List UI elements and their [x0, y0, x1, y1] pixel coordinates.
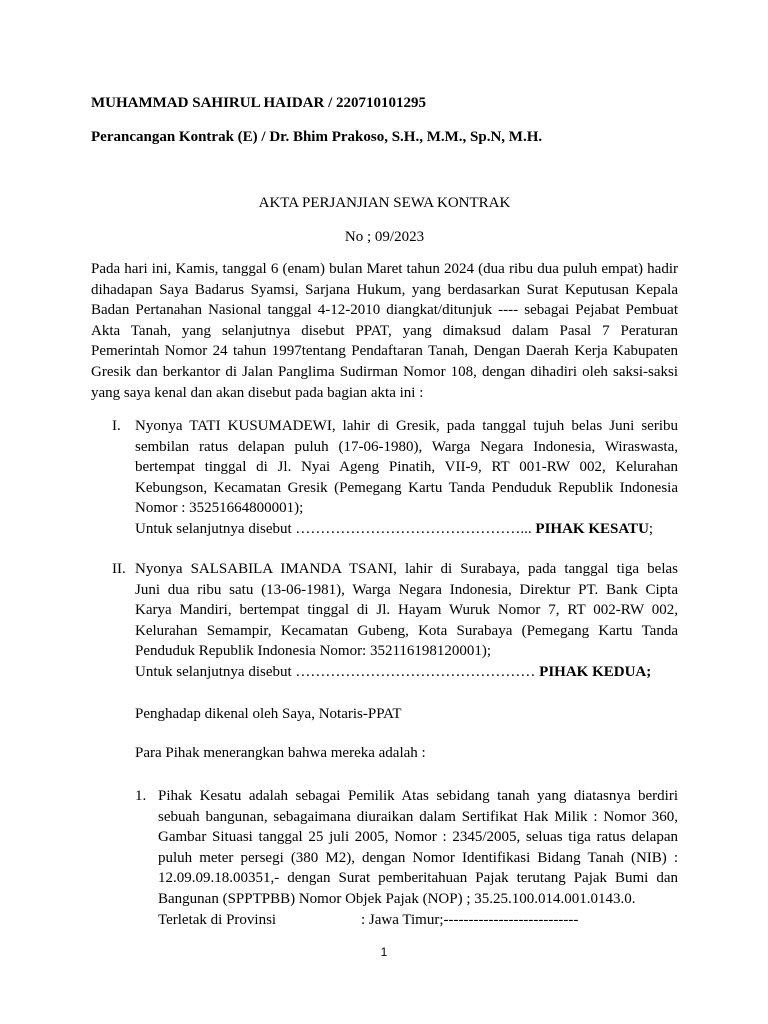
declaration-line: Para Pihak menerangkan bahwa mereka adalah :: [135, 745, 426, 761]
item-line: Pihak Kesatu adalah sebagai Pemilik Atas sebidang tanah yang diatasnya berdiri: [158, 788, 678, 804]
intro-line: yang saya kenal dan akan disebut pada bagian akta ini :: [91, 384, 424, 401]
author-line: MUHAMMAD SAHIRUL HAIDAR / 220710101295: [91, 95, 426, 111]
notary-line: Penghadap dikenal oleh Saya, Notaris-PPAT: [135, 706, 402, 722]
intro-line: Pada hari ini, Kamis, tanggal 6 (enam) bulan Maret tahun 2024 (dua ribu dua puluh empat) hadir: [91, 261, 678, 277]
party-line: Nyonya TATI KUSUMADEWI, lahir di Gresik, pada tanggal tujuh belas Juni seribu: [135, 418, 678, 434]
party-line: Karya Mandiri, bertempat tinggal di Jl. Hayam Wuruk Nomor 7, RT 002-RW 002,: [135, 602, 678, 619]
designation-label: PIHAK KEDUA;: [539, 663, 652, 680]
intro-line: Pemerintah Nomor 24 tahun 1997tentang Pendaftaran Tanah, Dengan Daerah Kerja Kabupaten: [91, 343, 678, 360]
party-designation-line: [135, 662, 678, 683]
party-line: Nyonya SALSABILA IMANDA TSANI, lahir di Surabaya, pada tanggal tiga belas: [135, 561, 678, 577]
party-line: Nomor : 35251664800001);: [135, 500, 304, 517]
party-details: [135, 559, 678, 683]
party-designation-line: [135, 519, 678, 540]
item-details: [158, 786, 678, 930]
party-line: Penduduk Republik Indonesia Nomor: 352116198120001);: [135, 643, 492, 660]
item-line: Bangunan (SPPTPBB) Nomor Objek Pajak (NOP) ; 35.25.100.014.001.0143.0.: [158, 890, 636, 907]
item-line: puluh meter persegi (380 M2), dengan Nomor Identifikasi Bidang Tanah (NIB) :: [158, 849, 678, 866]
party-line: Juni dua ribu satu (13-06-1981), Warga Negara Indonesia, Direktur PT. Bank Cipta: [135, 581, 678, 598]
designation-suffix: ;: [648, 520, 654, 537]
party-line: bertempat tinggal di Jl. Nyai Ageng Pinatih, VII-9, RT 001-RW 002, Kelurahan: [135, 459, 678, 476]
item-line: Gambar Situasi tanggal 25 juli 2005, Nomor : 2345/2005, seluas tiga ratus delapan: [158, 829, 678, 846]
designation-prefix: Untuk selanjutnya disebut ………………………………………...: [135, 520, 536, 537]
party-line: sembilan ratus delapan puluh (17-06-1980), Warga Negara Indonesia, Wiraswasta,: [135, 438, 678, 455]
intro-line: Badan Pertanahan Nasional tanggal 4-12-2010 diangkat/ditunjuk ---- sebagai Pejabat Pembuat: [91, 302, 678, 319]
intro-paragraph: [91, 259, 678, 403]
item-line: sebuah bangunan, sebagaimana diuraikan dalam Sertifikat Hak Milik : Nomor 360,: [158, 808, 678, 825]
intro-line: dihadapan Saya Badarus Syamsi, Sarjana Hukum, yang berdasarkan Surat Keputusan Kepala: [91, 281, 678, 298]
location-line: [158, 910, 678, 931]
location-label: Terletak di Provinsi: [158, 911, 277, 928]
deed-number: No ; 09/2023: [344, 229, 425, 245]
intro-line: Gresik dan berkantor di Jalan Panglima Sudirman Nomor 108, dengan dihadiri oleh saksi-saksi: [91, 363, 678, 380]
party-details: [135, 416, 678, 540]
designation-prefix: Untuk selanjutnya disebut …………………………………………: [135, 663, 540, 680]
party-line: Kebungson, Kecamatan Gresik (Pemegang Kartu Tanda Penduduk Republik Indonesia: [135, 479, 678, 496]
item-number: 1.: [135, 788, 147, 804]
designation-label: PIHAK KESATU: [535, 520, 649, 537]
intro-line: Akta Tanah, yang selanjutnya disebut PPAT, yang dimaksud dalam Pasal 7 Peraturan: [91, 322, 678, 339]
course-line: Perancangan Kontrak (E) / Dr. Bhim Prakoso, S.H., M.M., Sp.N, M.H.: [91, 129, 543, 145]
page-number: 1: [380, 945, 388, 959]
item-line: 12.09.09.18.00351,- dengan Surat pemberitahuan Pajak terutang Pajak Bumi dan: [158, 870, 678, 887]
location-value: : Jawa Timur;---------------------------: [361, 911, 579, 928]
party-line: Kelurahan Semampir, Kecamatan Gubeng, Kota Surabaya (Pemegang Kartu Tanda: [135, 622, 678, 639]
deed-title: AKTA PERJANJIAN SEWA KONTRAK: [258, 195, 511, 211]
party-numeral: II.: [112, 561, 126, 577]
party-numeral: I.: [112, 418, 121, 434]
